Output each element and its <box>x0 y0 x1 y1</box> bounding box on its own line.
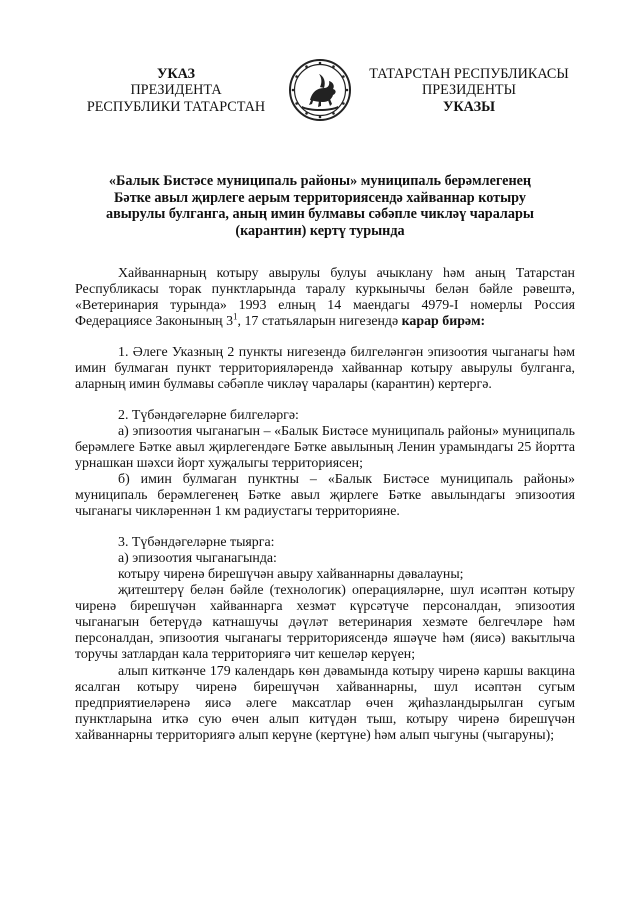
header-right-line-1: ТАТАРСТАН РЕСПУБЛИКАСЫ <box>369 66 569 82</box>
title-line-2: Бәтке авыл җирлеге аерым территориясендә хайваннар котыру <box>114 189 526 206</box>
preamble-resolution: карар бирәм: <box>401 314 486 330</box>
item-2-heading: 2. Түбәндәгеләрне билгеләргә: <box>118 407 299 423</box>
item-3-a: а) эпизоотия чыганагында: <box>118 550 277 566</box>
header-right-line-2: ПРЕЗИДЕНТЫ <box>422 82 516 99</box>
item-3-line-2: җитештерү белән бәйле (технологик) операцияләрне, шул исәптән котыру чиренә бирешүчән хайваннарга хезмәт күрсәтүче персоналдан, эпизоотия чыганагын бетерүдә катнашучы дәүләт ветеринария хезмәте белгечләре һәм персоналдан, эпизоотия чыганагы территориясендә яшәүче һәм (яисә) вакытлыча торучы затлардан кала территориягә чит кешеләр керүен; <box>75 583 575 663</box>
item-3-line-1: котыру чиренә бирешүчән авыру хайваннарны дәвалауны; <box>118 567 464 582</box>
decree-title <box>66 173 574 239</box>
title-line-1: «Балык Бистәсе муниципаль районы» муниципаль берәмлегенең <box>108 173 532 189</box>
header-right <box>354 66 584 115</box>
preamble-tail: , 17 статьяларын нигезендә <box>237 314 402 330</box>
title-line-4: (карантин) кертү турында <box>235 222 405 239</box>
header-left <box>66 66 286 115</box>
preamble <box>75 266 575 330</box>
coat-of-arms-icon <box>288 58 352 122</box>
item-2-b: б) имин булмаган пунктны – «Балык Бистәсе муниципаль районы» муниципаль берәмлегенең Бәтке авыл җирлеге Бәтке авылындагы эпизоотия чыганагы чикләреннән 1 км радиустагы территорияне. <box>75 472 575 520</box>
item-2-a: а) эпизоотия чыганагын – «Балык Бистәсе муниципаль районы» муниципаль берәмлеге Бәтке авыл җирлегендәге Бәтке авылының Ленин урамындагы 25 йортта урнашкан шәхси йорт хуҗалыгы территориясен; <box>75 423 575 471</box>
preamble-superscript: 1 <box>233 311 238 322</box>
header-right-line-3: УКАЗЫ <box>442 98 495 115</box>
item-1: 1. Әлеге Указның 2 пункты нигезендә билгеләнгән эпизоотия чыганагы һәм имин булмаган пункт территорияләрендә хайваннар котыру авырулы булганга, аларның имин булмавы сәбәпле чикләү чаралары (карантин) кертергә. <box>75 344 575 393</box>
preamble-text: Хайваннарның котыру авырулы булуы ачыклану һәм аның Татарстан Республикасы торак пунктларында таралу куркынычы белән бәйле рәвештә, «Ветеринария турында» 1993 елның 14 маендагы 4979-I номерлы Россия Федерациясе Законының 3 <box>75 266 575 330</box>
header-left-line-2: ПРЕЗИДЕНТА <box>130 82 222 99</box>
decree-body <box>75 266 575 744</box>
item-3-line-3: алып киткәнче 179 календарь көн дәвамында котыру чиренә каршы вакцина ясалган котыру чиренә бирешүчән хайваннарны, шул исәптән сугым предприятиеләренә яисә әлеге максатлар өчен җиһазландырылган сугым пунктларына иткә сую өчен алып китүдән тыш, котыру чиренә бирешүчән хайваннарны территориягә алып керүне (кертүне) һәм алып чыгуны (чыгаруны); <box>75 663 575 743</box>
header-left-line-1: УКАЗ <box>156 66 196 82</box>
header-left-line-3: РЕСПУБЛИКИ ТАТАРСТАН <box>86 98 266 115</box>
item-3-heading: 3. Түбәндәгеләрне тыярга: <box>118 534 275 550</box>
title-line-3: авырулы булганга, аның имин булмавы сәбәпле чикләү чаралары <box>106 206 534 223</box>
